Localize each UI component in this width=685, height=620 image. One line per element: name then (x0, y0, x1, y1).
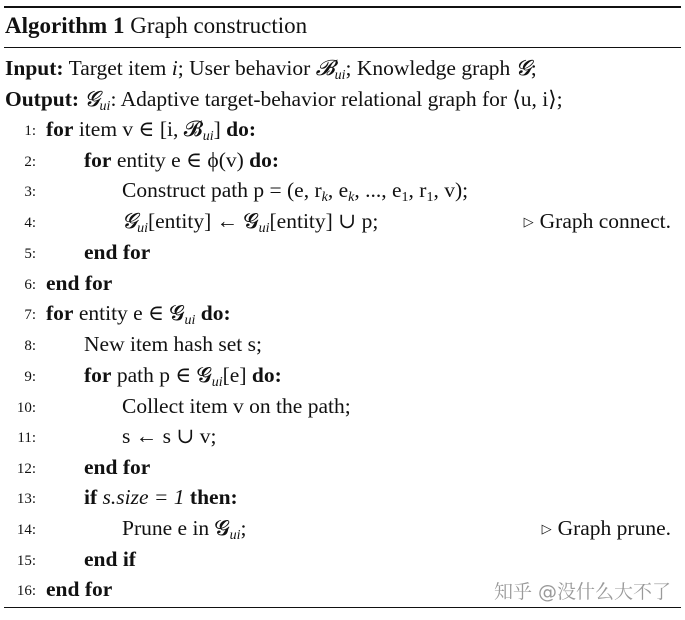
line-number: 3: (24, 184, 36, 200)
keyword: for (84, 148, 112, 172)
line-code (84, 360, 282, 390)
line-code (46, 298, 231, 328)
code-text: [entity] ∪ p; (269, 209, 379, 233)
algo-line-13 (0, 482, 677, 512)
comment-text: Graph prune. (557, 516, 671, 540)
code-text: , e (327, 178, 349, 202)
line-number: 12: (16, 461, 36, 477)
keyword: do: (251, 363, 282, 387)
line-number: 2: (24, 154, 36, 170)
algo-line-9 (0, 360, 677, 390)
line-code (122, 206, 378, 237)
code-text: , v); (433, 178, 469, 202)
keyword: end if (84, 547, 136, 571)
code-sub: ui (258, 221, 270, 236)
algo-line-4 (0, 206, 677, 236)
keyword: do: (249, 148, 280, 172)
line-code (46, 268, 112, 298)
line-number: 11: (17, 430, 36, 446)
comment-text: Graph connect. (539, 209, 671, 233)
line-code (122, 391, 351, 421)
code-text: , r (408, 178, 427, 202)
output-sub: ui (99, 99, 111, 114)
line-code (122, 513, 247, 543)
output-text: : Adaptive target-behavior relational graph for ⟨u, i⟩; (110, 87, 563, 111)
code-sub: k (321, 190, 328, 205)
zhihu-watermark: 知乎 @没什么大不了 (493, 581, 671, 603)
keyword: do: (200, 301, 231, 325)
line-number: 5: (24, 246, 36, 262)
keyword: end for (46, 577, 113, 601)
code-text: item v ∈ [i, 𝓑 (78, 117, 203, 141)
comment-triangle-icon: ▷ (523, 214, 534, 229)
input-behavior-symbol: 𝓑 (315, 56, 335, 81)
line-code (122, 175, 468, 205)
keyword: for (46, 117, 74, 141)
algo-line-6 (0, 268, 677, 298)
code-sub: ui (137, 221, 148, 236)
line-number: 14: (16, 522, 36, 538)
code-text: entity e ∈ 𝓖 (78, 301, 185, 325)
line-comment (524, 206, 671, 237)
code-text: entity e ∈ ϕ(v) (116, 148, 244, 172)
line-code (84, 482, 238, 512)
code-text: ] (213, 117, 221, 141)
keyword: for (46, 301, 74, 325)
line-number: 4: (24, 215, 36, 231)
graph-symbol: 𝓖 (122, 209, 138, 234)
keyword: for (84, 363, 112, 387)
input-item-text: Target item (68, 56, 167, 80)
code-sub: ui (211, 375, 223, 390)
caption-label: Algorithm 1 (5, 13, 125, 38)
input-kg-symbol: 𝓖 (515, 56, 531, 81)
code-text: New item hash set s; (84, 332, 262, 356)
input-end: ; (530, 56, 537, 80)
line-code (84, 145, 279, 175)
code-text: [e] (222, 363, 247, 387)
keyword: end for (84, 240, 151, 264)
algo-line-2 (0, 145, 677, 175)
algo-line-1 (0, 114, 677, 144)
code-text: ; (240, 516, 247, 540)
top-rule (4, 6, 681, 8)
line-comment (542, 513, 671, 544)
line-code (84, 237, 150, 267)
line-number: 10: (16, 400, 36, 416)
input-kg-text: ; Knowledge graph (345, 56, 511, 80)
line-number: 15: (16, 553, 36, 569)
line-number: 16: (16, 583, 36, 599)
output-line (5, 84, 563, 115)
input-behavior-text: ; User behavior (177, 56, 311, 80)
code-text: Collect item v on the path; (122, 394, 351, 418)
line-code (84, 544, 136, 574)
input-item-var: i (171, 56, 178, 80)
algo-line-8 (0, 329, 677, 359)
code-sub: k (348, 190, 355, 205)
code-sub: ui (229, 528, 241, 543)
line-number: 6: (24, 277, 36, 293)
input-behavior-sub: ui (334, 68, 346, 83)
keyword: end for (84, 455, 151, 479)
comment-triangle-icon: ▷ (541, 521, 552, 536)
code-text: s ← s ∪ v; (122, 424, 217, 448)
algo-line-10 (0, 391, 677, 421)
code-text: s.size = 1 (102, 485, 185, 509)
algo-line-5 (0, 237, 677, 267)
caption-rule (4, 47, 681, 48)
algo-line-12 (0, 452, 677, 482)
algo-line-15 (0, 544, 677, 574)
line-code (84, 329, 262, 359)
keyword: then: (189, 485, 238, 509)
output-label: Output: (5, 87, 80, 111)
line-code (122, 421, 216, 451)
line-code (46, 574, 112, 604)
code-text: , ..., e (354, 178, 402, 202)
algo-line-14 (0, 513, 677, 543)
line-number: 1: (24, 123, 36, 139)
line-number: 8: (24, 338, 36, 354)
code-sub: ui (202, 129, 214, 144)
line-number: 9: (24, 369, 36, 385)
keyword: do: (226, 117, 256, 141)
code-sub: 1 (401, 190, 409, 205)
input-line (5, 53, 537, 84)
line-code (84, 452, 150, 482)
code-text: Prune e in 𝓖 (122, 516, 230, 540)
algorithm-caption (5, 10, 307, 42)
caption-title: Graph construction (130, 13, 308, 38)
line-code (46, 114, 256, 144)
code-text: [entity] ← 𝓖 (147, 209, 259, 233)
code-sub: ui (184, 313, 196, 328)
algo-line-11 (0, 421, 677, 451)
line-number: 7: (24, 307, 36, 323)
output-symbol: 𝓖 (84, 87, 100, 112)
code-text: path p ∈ 𝓖 (116, 363, 212, 387)
algo-line-7 (0, 298, 677, 328)
line-number: 13: (16, 491, 36, 507)
keyword: if (84, 485, 98, 509)
bottom-rule (4, 607, 681, 608)
input-label: Input: (5, 56, 64, 80)
code-text: Construct path p = (e, r (122, 178, 322, 202)
algo-line-3 (0, 175, 677, 205)
keyword: end for (46, 271, 113, 295)
code-sub: 1 (426, 190, 434, 205)
